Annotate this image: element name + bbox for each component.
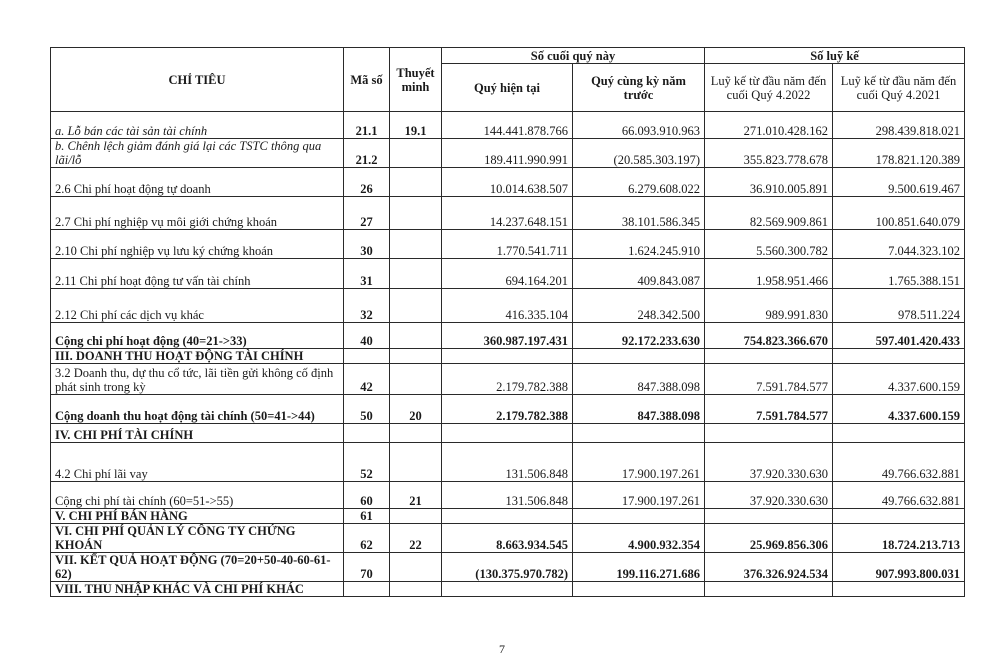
row-value-prior-year-quarter: 66.093.910.963 xyxy=(573,112,705,139)
row-label: 2.7 Chi phí nghiệp vụ môi giới chứng khoán xyxy=(51,197,344,230)
row-value-current-quarter: 131.506.848 xyxy=(442,443,573,482)
row-code: 52 xyxy=(344,443,390,482)
row-value-ytd-2021: 178.821.120.389 xyxy=(833,139,965,168)
table-row xyxy=(51,582,965,597)
row-note xyxy=(390,443,442,482)
row-value-current-quarter xyxy=(442,509,573,524)
table-row xyxy=(51,197,965,230)
row-label: IV. CHI PHÍ TÀI CHÍNH xyxy=(51,424,344,443)
row-note xyxy=(390,364,442,395)
row-value-ytd-2022: 271.010.428.162 xyxy=(705,112,833,139)
table-row xyxy=(51,139,965,168)
row-value-current-quarter: 10.014.638.507 xyxy=(442,168,573,197)
row-label: 3.2 Doanh thu, dự thu cổ tức, lãi tiền gửi không cố định phát sinh trong kỳ xyxy=(51,364,344,395)
row-code: 31 xyxy=(344,259,390,289)
row-note xyxy=(390,553,442,582)
table-row xyxy=(51,424,965,443)
row-value-ytd-2021 xyxy=(833,509,965,524)
row-value-ytd-2022 xyxy=(705,582,833,597)
row-note xyxy=(390,582,442,597)
row-value-prior-year-quarter: 248.342.500 xyxy=(573,289,705,323)
row-value-current-quarter xyxy=(442,424,573,443)
table-row xyxy=(51,482,965,509)
row-code: 62 xyxy=(344,524,390,553)
row-label: V. CHI PHÍ BÁN HÀNG xyxy=(51,509,344,524)
row-note xyxy=(390,139,442,168)
row-label: VII. KẾT QUẢ HOẠT ĐỘNG (70=20+50-40-60-61-62) xyxy=(51,553,344,582)
header-quy-cung-ky: Quý cùng kỳ năm trước xyxy=(573,64,705,112)
table-row xyxy=(51,443,965,482)
row-value-ytd-2021: 978.511.224 xyxy=(833,289,965,323)
row-value-ytd-2022: 7.591.784.577 xyxy=(705,395,833,424)
row-value-ytd-2022: 37.920.330.630 xyxy=(705,482,833,509)
row-note xyxy=(390,197,442,230)
row-value-prior-year-quarter: 847.388.098 xyxy=(573,395,705,424)
table-row xyxy=(51,509,965,524)
row-value-ytd-2021: 1.765.388.151 xyxy=(833,259,965,289)
row-value-ytd-2022: 5.560.300.782 xyxy=(705,230,833,259)
row-code: 60 xyxy=(344,482,390,509)
header-luy-ke-2022: Luỹ kế từ đầu năm đến cuối Quý 4.2022 xyxy=(705,64,833,112)
row-value-prior-year-quarter: 92.172.233.630 xyxy=(573,323,705,349)
row-note: 21 xyxy=(390,482,442,509)
row-value-prior-year-quarter: 6.279.608.022 xyxy=(573,168,705,197)
row-label: b. Chênh lệch giảm đánh giá lại các TSTC thông qua lãi/lỗ xyxy=(51,139,344,168)
row-value-prior-year-quarter xyxy=(573,582,705,597)
table-row xyxy=(51,395,965,424)
row-code xyxy=(344,349,390,364)
table-row xyxy=(51,349,965,364)
row-value-ytd-2021 xyxy=(833,424,965,443)
row-value-ytd-2021 xyxy=(833,349,965,364)
row-value-ytd-2021: 18.724.213.713 xyxy=(833,524,965,553)
row-value-current-quarter: 8.663.934.545 xyxy=(442,524,573,553)
row-value-ytd-2022: 7.591.784.577 xyxy=(705,364,833,395)
header-chi-tieu: CHỈ TIÊU xyxy=(51,48,344,112)
header-thuyet-minh: Thuyết minh xyxy=(390,48,442,112)
row-value-current-quarter: (130.375.970.782) xyxy=(442,553,573,582)
row-value-ytd-2021 xyxy=(833,582,965,597)
row-value-prior-year-quarter xyxy=(573,509,705,524)
row-label: Cộng chi phí tài chính (60=51->55) xyxy=(51,482,344,509)
row-label: VIII. THU NHẬP KHÁC VÀ CHI PHÍ KHÁC xyxy=(51,582,344,597)
row-value-ytd-2021: 7.044.323.102 xyxy=(833,230,965,259)
row-label: Cộng doanh thu hoạt động tài chính (50=41->44) xyxy=(51,395,344,424)
row-code: 27 xyxy=(344,197,390,230)
row-value-ytd-2021: 49.766.632.881 xyxy=(833,443,965,482)
row-value-ytd-2022: 989.991.830 xyxy=(705,289,833,323)
header-group-quarter: Số cuối quý này xyxy=(442,48,705,64)
row-value-current-quarter xyxy=(442,349,573,364)
row-label: 2.12 Chi phí các dịch vụ khác xyxy=(51,289,344,323)
row-value-ytd-2021: 298.439.818.021 xyxy=(833,112,965,139)
row-value-ytd-2021: 9.500.619.467 xyxy=(833,168,965,197)
row-value-current-quarter: 360.987.197.431 xyxy=(442,323,573,349)
row-code: 30 xyxy=(344,230,390,259)
row-value-current-quarter: 416.335.104 xyxy=(442,289,573,323)
row-value-ytd-2022 xyxy=(705,509,833,524)
table-row xyxy=(51,289,965,323)
header-luy-ke-2021: Luỹ kế từ đầu năm đến cuối Quý 4.2021 xyxy=(833,64,965,112)
row-value-prior-year-quarter: 4.900.932.354 xyxy=(573,524,705,553)
row-code: 70 xyxy=(344,553,390,582)
row-note xyxy=(390,289,442,323)
row-code: 50 xyxy=(344,395,390,424)
row-note xyxy=(390,349,442,364)
row-value-ytd-2021: 100.851.640.079 xyxy=(833,197,965,230)
row-note xyxy=(390,424,442,443)
row-code: 32 xyxy=(344,289,390,323)
row-value-prior-year-quarter: 1.624.245.910 xyxy=(573,230,705,259)
row-note xyxy=(390,323,442,349)
row-label: III. DOANH THU HOẠT ĐỘNG TÀI CHÍNH xyxy=(51,349,344,364)
row-label: Cộng chi phí hoạt động (40=21->33) xyxy=(51,323,344,349)
row-label: a. Lỗ bán các tài sản tài chính xyxy=(51,112,344,139)
row-note: 22 xyxy=(390,524,442,553)
row-value-current-quarter: 2.179.782.388 xyxy=(442,395,573,424)
row-note xyxy=(390,168,442,197)
table-row xyxy=(51,230,965,259)
row-code: 26 xyxy=(344,168,390,197)
table-row xyxy=(51,259,965,289)
row-label: 4.2 Chi phí lãi vay xyxy=(51,443,344,482)
row-value-ytd-2022 xyxy=(705,424,833,443)
row-label: 2.10 Chi phí nghiệp vụ lưu ký chứng khoán xyxy=(51,230,344,259)
row-value-ytd-2022: 36.910.005.891 xyxy=(705,168,833,197)
row-value-ytd-2021: 49.766.632.881 xyxy=(833,482,965,509)
row-value-prior-year-quarter: 17.900.197.261 xyxy=(573,443,705,482)
row-code xyxy=(344,424,390,443)
header-quy-hien-tai: Quý hiện tại xyxy=(442,64,573,112)
row-value-prior-year-quarter xyxy=(573,349,705,364)
row-label: 2.11 Chi phí hoạt động tư vấn tài chính xyxy=(51,259,344,289)
row-value-current-quarter: 694.164.201 xyxy=(442,259,573,289)
row-value-current-quarter: 131.506.848 xyxy=(442,482,573,509)
financial-table xyxy=(50,47,965,597)
row-label: VI. CHI PHÍ QUẢN LÝ CÔNG TY CHỨNG KHOÁN xyxy=(51,524,344,553)
row-value-ytd-2022: 355.823.778.678 xyxy=(705,139,833,168)
row-value-ytd-2022: 25.969.856.306 xyxy=(705,524,833,553)
page-number: 7 xyxy=(499,642,505,656)
row-value-ytd-2021: 4.337.600.159 xyxy=(833,395,965,424)
row-value-prior-year-quarter: 17.900.197.261 xyxy=(573,482,705,509)
table-row xyxy=(51,323,965,349)
row-note: 20 xyxy=(390,395,442,424)
row-value-ytd-2022: 82.569.909.861 xyxy=(705,197,833,230)
row-value-ytd-2022: 37.920.330.630 xyxy=(705,443,833,482)
table-row xyxy=(51,364,965,395)
row-value-ytd-2022: 376.326.924.534 xyxy=(705,553,833,582)
row-value-prior-year-quarter: 409.843.087 xyxy=(573,259,705,289)
row-note: 19.1 xyxy=(390,112,442,139)
row-code xyxy=(344,582,390,597)
row-value-prior-year-quarter: (20.585.303.197) xyxy=(573,139,705,168)
table-row xyxy=(51,112,965,139)
row-code: 21.1 xyxy=(344,112,390,139)
row-note xyxy=(390,259,442,289)
row-value-prior-year-quarter: 847.388.098 xyxy=(573,364,705,395)
row-value-ytd-2022 xyxy=(705,349,833,364)
header-group-cumulative: Số luỹ kế xyxy=(705,48,965,64)
row-value-current-quarter: 189.411.990.991 xyxy=(442,139,573,168)
row-value-current-quarter: 14.237.648.151 xyxy=(442,197,573,230)
row-code: 42 xyxy=(344,364,390,395)
row-value-current-quarter: 144.441.878.766 xyxy=(442,112,573,139)
row-note xyxy=(390,509,442,524)
row-note xyxy=(390,230,442,259)
row-value-prior-year-quarter: 38.101.586.345 xyxy=(573,197,705,230)
header-ma-so: Mã số xyxy=(344,48,390,112)
row-value-ytd-2022: 1.958.951.466 xyxy=(705,259,833,289)
row-value-ytd-2021: 597.401.420.433 xyxy=(833,323,965,349)
row-value-current-quarter: 2.179.782.388 xyxy=(442,364,573,395)
row-value-ytd-2021: 4.337.600.159 xyxy=(833,364,965,395)
table-row xyxy=(51,168,965,197)
row-code: 61 xyxy=(344,509,390,524)
row-label: 2.6 Chi phí hoạt động tự doanh xyxy=(51,168,344,197)
row-code: 40 xyxy=(344,323,390,349)
row-value-prior-year-quarter xyxy=(573,424,705,443)
table-row xyxy=(51,553,965,582)
row-code: 21.2 xyxy=(344,139,390,168)
row-value-ytd-2021: 907.993.800.031 xyxy=(833,553,965,582)
table-row xyxy=(51,524,965,553)
row-value-current-quarter xyxy=(442,582,573,597)
row-value-prior-year-quarter: 199.116.271.686 xyxy=(573,553,705,582)
row-value-current-quarter: 1.770.541.711 xyxy=(442,230,573,259)
row-value-ytd-2022: 754.823.366.670 xyxy=(705,323,833,349)
